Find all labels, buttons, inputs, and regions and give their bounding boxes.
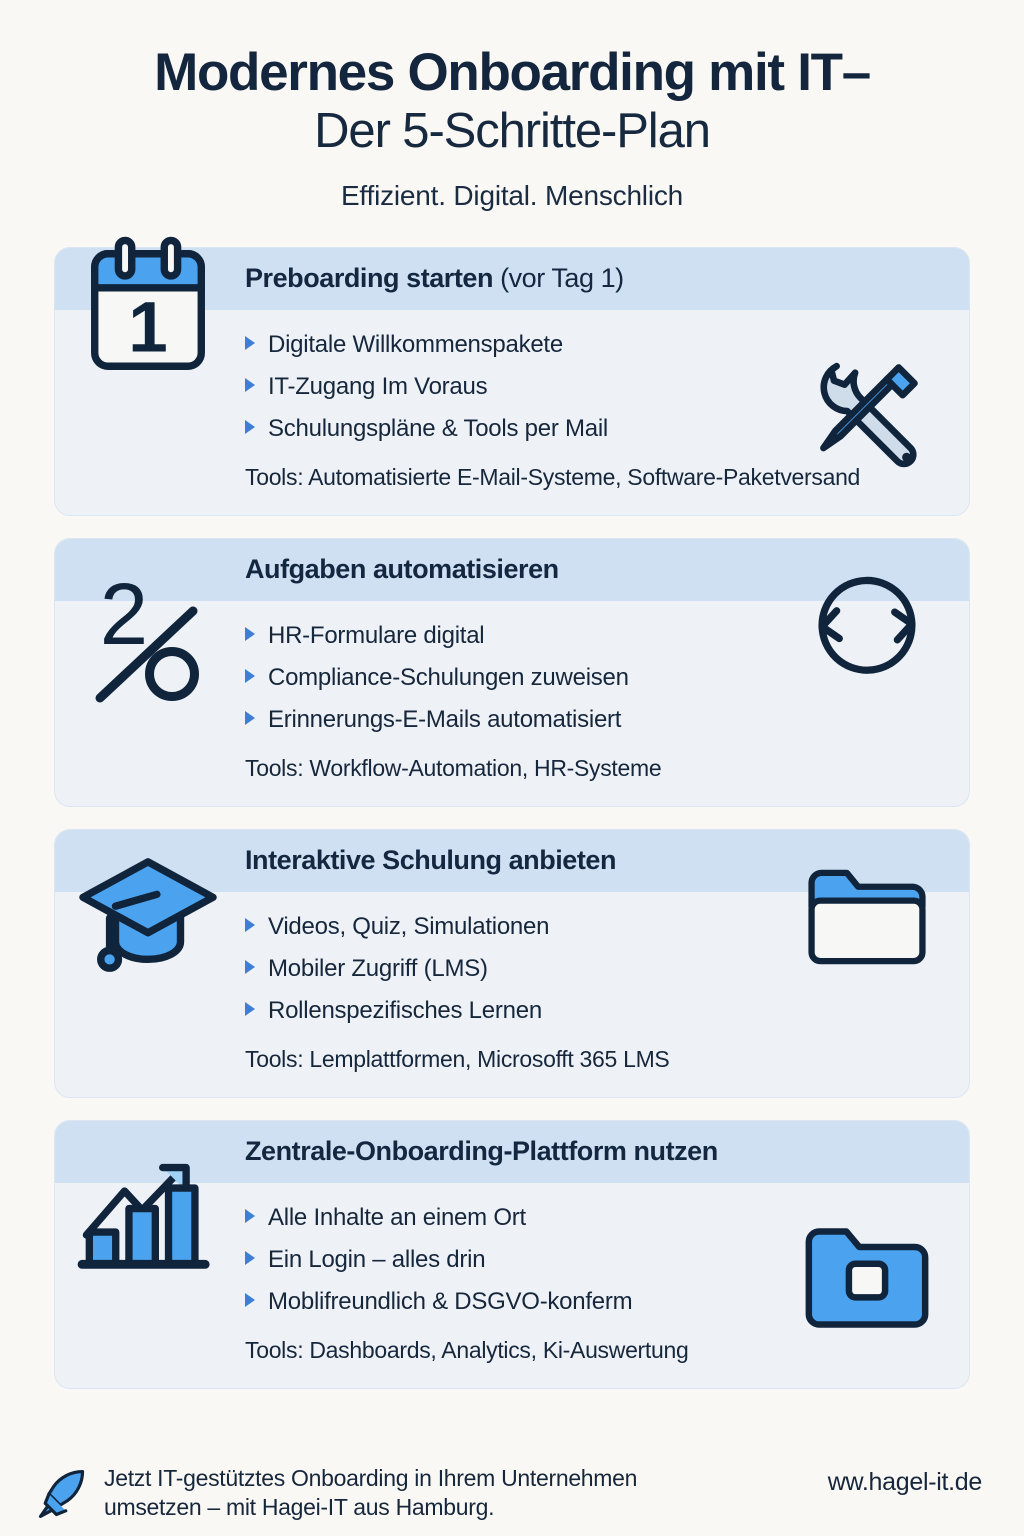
list-item <box>245 990 969 1032</box>
step-card-1 <box>54 247 970 516</box>
step-card-4-heading-main: Zentrale-Onboarding-Plattform nutzen <box>245 1136 718 1167</box>
step-card-1-heading-suffix: (vor Tag 1) <box>500 263 624 294</box>
bullet-text: IT-Zugang Im Voraus <box>268 372 488 400</box>
footer-cta-line-1: Jetzt IT-gestütztes Onboarding in Ihrem Unternehmen <box>104 1465 638 1491</box>
step-card-1-tools: Tools: Automatisierte E-Mail-Systeme, Software-Paketversand <box>245 463 861 490</box>
arrow-right-icon <box>245 960 255 974</box>
bullet-text: Moblifreundlich & DSGVO-konferm <box>268 1287 633 1315</box>
arrow-right-icon <box>245 627 255 641</box>
bullet-text: HR-Formulare digital <box>268 621 485 649</box>
page-footer <box>0 1464 1024 1522</box>
arrow-right-icon <box>245 336 255 350</box>
arrow-right-icon <box>245 711 255 725</box>
bullet-text: Ein Login – alles drin <box>268 1245 486 1273</box>
bar-chart-growth-icon <box>63 1133 233 1293</box>
folder-outline-icon <box>787 842 947 992</box>
step-card-3-tools: Tools: Lemplattformen, Microsofft 365 LMS <box>245 1045 670 1072</box>
arrow-right-icon <box>245 1209 255 1223</box>
bullet-text: Compliance-Schulungen zuweisen <box>268 663 629 691</box>
page-title-line-1: Modernes Onboarding mit IT– <box>154 43 870 102</box>
step-card-2-tools: Tools: Workflow-Automation, HR-Systeme <box>245 754 662 781</box>
step-card-3-heading-main: Interaktive Schulung anbieten <box>245 845 617 876</box>
wrench-screwdriver-icon <box>787 340 947 490</box>
arrow-right-icon <box>245 669 255 683</box>
step-card-2-heading-main: Aufgaben automatisieren <box>245 554 559 585</box>
arrow-right-icon <box>245 420 255 434</box>
step-card-3-heading <box>245 845 616 876</box>
page-subtitle: Effizient. Digital. Menschlich <box>340 179 684 211</box>
arrow-right-icon <box>245 918 255 932</box>
bullet-text: Alle Inhalte an einem Ort <box>268 1203 526 1231</box>
footer-website-url[interactable]: ww.hagel-it.de <box>827 1468 982 1496</box>
step-card-4-tools: Tools: Dashboards, Analytics, Ki-Auswertung <box>245 1336 689 1363</box>
page-header <box>0 0 1024 220</box>
bullet-text: Schulungspläne & Tools per Mail <box>268 414 609 442</box>
arrow-right-icon <box>245 1251 255 1265</box>
bullet-text: Videos, Quiz, Simulationen <box>268 912 550 940</box>
page-title-line-2: Der 5-Schritte-Plan <box>314 104 710 159</box>
arrow-right-icon <box>245 1293 255 1307</box>
arrow-right-icon <box>245 1002 255 1016</box>
step-card-4-heading <box>245 1136 718 1167</box>
percent-two-icon <box>63 561 233 721</box>
refresh-cycle-icon <box>787 549 947 699</box>
step-card-1-heading-main: Preboarding starten <box>245 263 494 294</box>
step-card-2-heading <box>245 554 559 585</box>
step-card-1-heading <box>245 263 624 294</box>
graduation-cap-icon <box>63 838 233 998</box>
steps-list <box>0 247 1024 1389</box>
step-card-4 <box>54 1120 970 1389</box>
calendar-icon <box>63 230 233 390</box>
list-item <box>245 699 969 741</box>
step-number-2: 2 <box>99 565 149 663</box>
bullet-text: Erinnerungs-E-Mails automatisiert <box>268 705 622 733</box>
footer-cta-line-2: umsetzen – mit Hagei-IT aus Hamburg. <box>104 1493 495 1520</box>
footer-cta-text <box>104 1464 804 1522</box>
bullet-text: Mobiler Zugriff (LMS) <box>268 954 488 982</box>
arrow-right-icon <box>245 378 255 392</box>
bullet-text: Rollenspezifisches Lernen <box>268 996 542 1024</box>
rocket-icon <box>34 1466 90 1522</box>
step-card-3 <box>54 829 970 1098</box>
step-card-2 <box>54 538 970 807</box>
calendar-day-number: 1 <box>128 288 168 368</box>
bullet-text: Digitale Willkommenspakete <box>268 330 563 358</box>
folder-filled-icon <box>787 1203 947 1353</box>
